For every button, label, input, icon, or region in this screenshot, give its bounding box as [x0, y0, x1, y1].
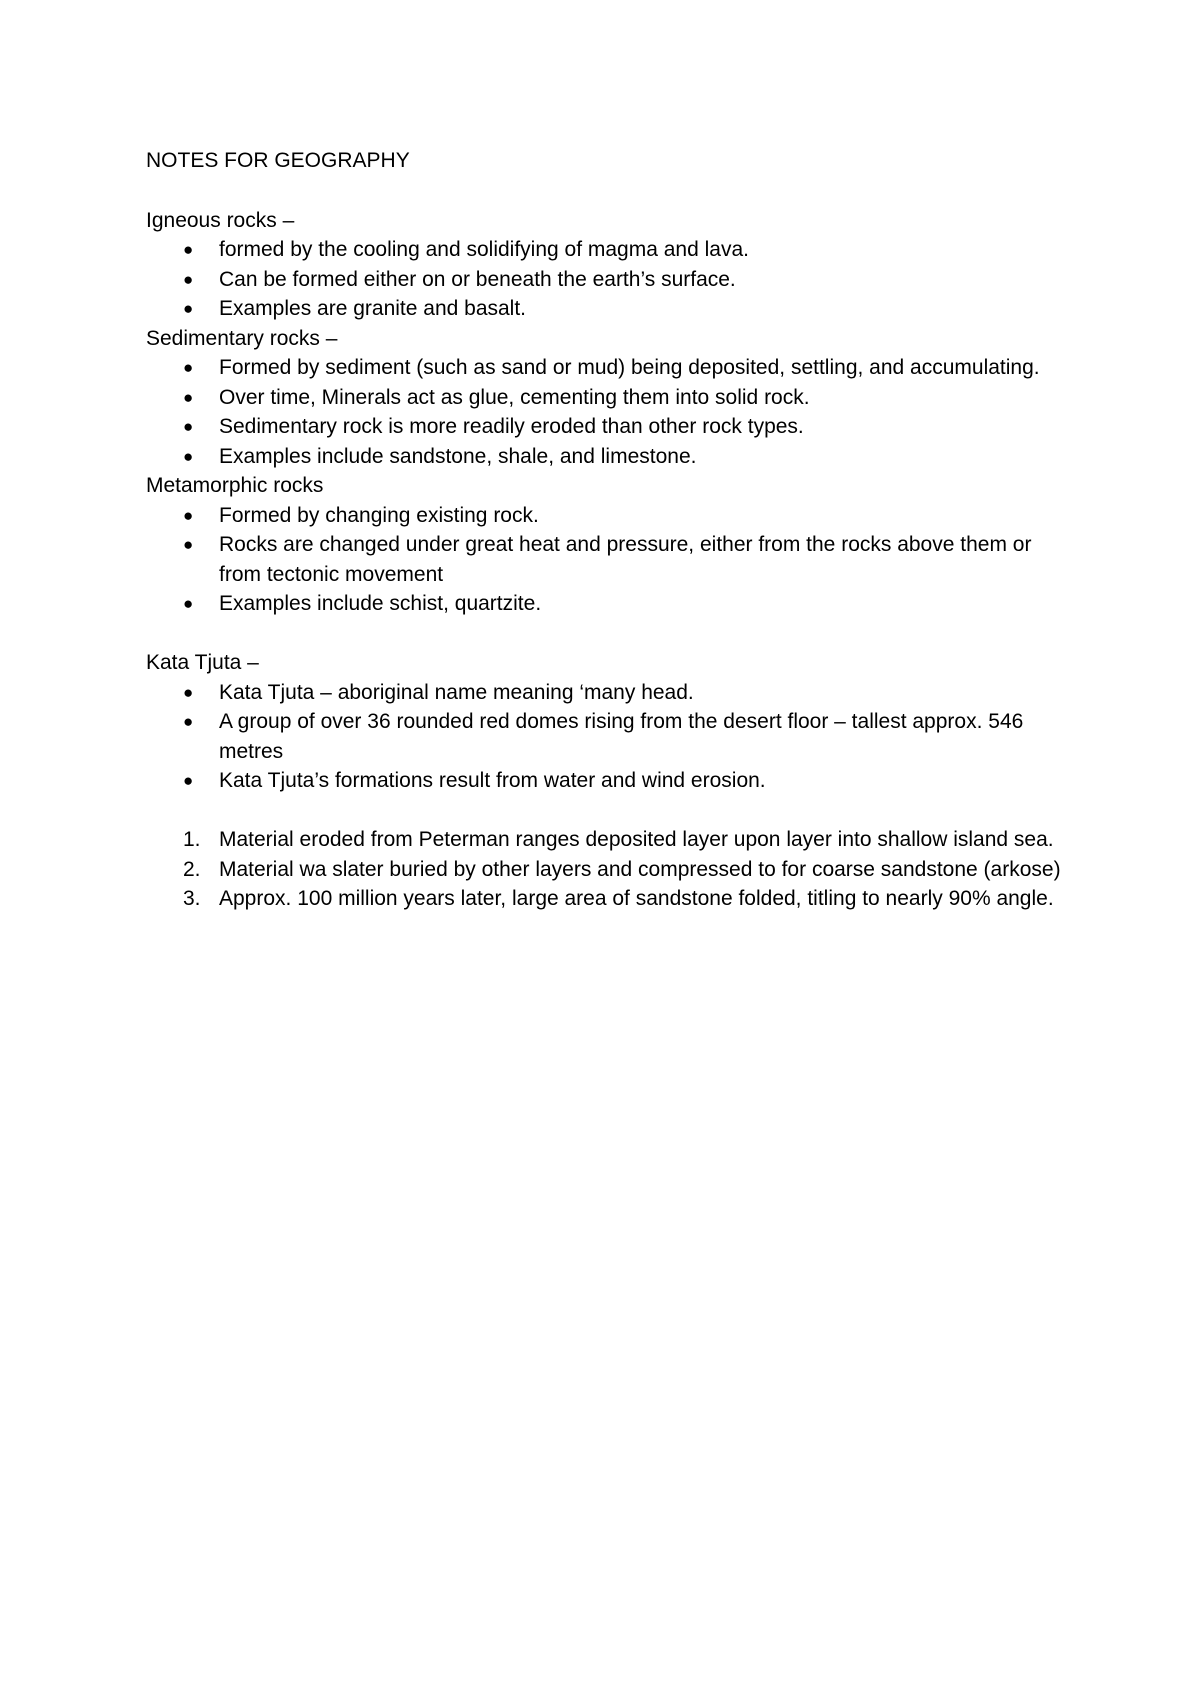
list-item-text: formed by the cooling and solidifying of magma and lava.: [219, 238, 749, 261]
bullet-icon: ●: [183, 299, 194, 318]
list-item: [146, 235, 1076, 265]
list-item: [146, 353, 1076, 383]
list-item: [146, 855, 1076, 885]
bullet-icon: ●: [183, 358, 194, 377]
list-item-text: Examples are granite and basalt.: [219, 297, 527, 320]
list-item: [146, 766, 1076, 796]
bullet-icon: ●: [183, 269, 194, 289]
list-item: [146, 530, 1076, 589]
bullet-icon: ●: [183, 505, 194, 525]
list-item-text: Examples include schist, quartzite.: [219, 592, 542, 615]
bullet-icon: ●: [183, 682, 194, 702]
numbered-list: [146, 825, 1076, 914]
bullet-list-kata-tjuta: [146, 678, 1076, 796]
bullet-icon: ●: [183, 535, 194, 554]
list-item-text: Over time, Minerals act as glue, cementing them into solid rock.: [219, 385, 810, 409]
list-item: [146, 501, 1076, 531]
list-item: [146, 707, 1076, 766]
list-number: 2.: [183, 857, 201, 881]
list-item-text: Formed by changing existing rock.: [219, 503, 539, 527]
list-item-text: Approx. 100 million years later, large area of sandstone folded, titling to nearly 90% angle.: [219, 887, 1054, 910]
bullet-icon: ●: [183, 712, 194, 731]
bullet-list-metamorphic: [146, 501, 1076, 619]
blank-line: [146, 796, 1076, 826]
section-heading-igneous: Igneous rocks –: [146, 208, 295, 232]
list-item-text: Sedimentary rock is more readily eroded than other rock types.: [219, 415, 804, 438]
list-item: [146, 589, 1076, 619]
section-heading-kata-tjuta: Kata Tjuta –: [146, 651, 259, 674]
list-item-text: Examples include sandstone, shale, and limestone.: [219, 444, 697, 468]
bullet-icon: ●: [183, 387, 194, 407]
bullet-icon: ●: [183, 446, 194, 466]
bullet-icon: ●: [183, 417, 194, 436]
list-number: 1.: [183, 828, 201, 851]
blank-line: [146, 619, 1076, 649]
section-heading-sedimentary: Sedimentary rocks –: [146, 326, 338, 350]
bullet-list-sedimentary: [146, 353, 1076, 471]
list-item-text: Can be formed either on or beneath the earth’s surface.: [219, 267, 736, 291]
list-item: [146, 265, 1076, 295]
list-item: [146, 383, 1076, 413]
bullet-icon: ●: [183, 771, 194, 790]
document-body: [146, 146, 1076, 914]
list-item: [146, 442, 1076, 472]
list-item: [146, 412, 1076, 442]
list-item-text: Material wa slater buried by other layers and compressed to for coarse sandstone (arkose): [219, 857, 1061, 881]
list-item-text: Kata Tjuta’s formations result from water and wind erosion.: [219, 769, 766, 792]
section-heading-metamorphic: Metamorphic rocks: [146, 474, 324, 497]
bullet-list-igneous: [146, 235, 1076, 324]
list-item-text: Rocks are changed under great heat and pressure, either from the rocks above them or from tectonic movement: [219, 533, 1032, 586]
list-item-text: Formed by sediment (such as sand or mud) being deposited, settling, and accumulating.: [219, 356, 1040, 379]
list-item: [146, 884, 1076, 914]
list-item-text: A group of over 36 rounded red domes rising from the desert floor – tallest approx. 546 metres: [219, 710, 1024, 763]
list-item: [146, 294, 1076, 324]
bullet-icon: ●: [183, 594, 194, 613]
bullet-icon: ●: [183, 240, 194, 259]
page-title: NOTES FOR GEOGRAPHY: [146, 149, 410, 172]
list-item-text: Kata Tjuta – aboriginal name meaning ‘many head.: [219, 680, 694, 704]
list-item-text: Material eroded from Peterman ranges deposited layer upon layer into shallow island sea.: [219, 828, 1054, 851]
list-item: [146, 678, 1076, 708]
list-item: [146, 825, 1076, 855]
list-number: 3.: [183, 887, 201, 910]
